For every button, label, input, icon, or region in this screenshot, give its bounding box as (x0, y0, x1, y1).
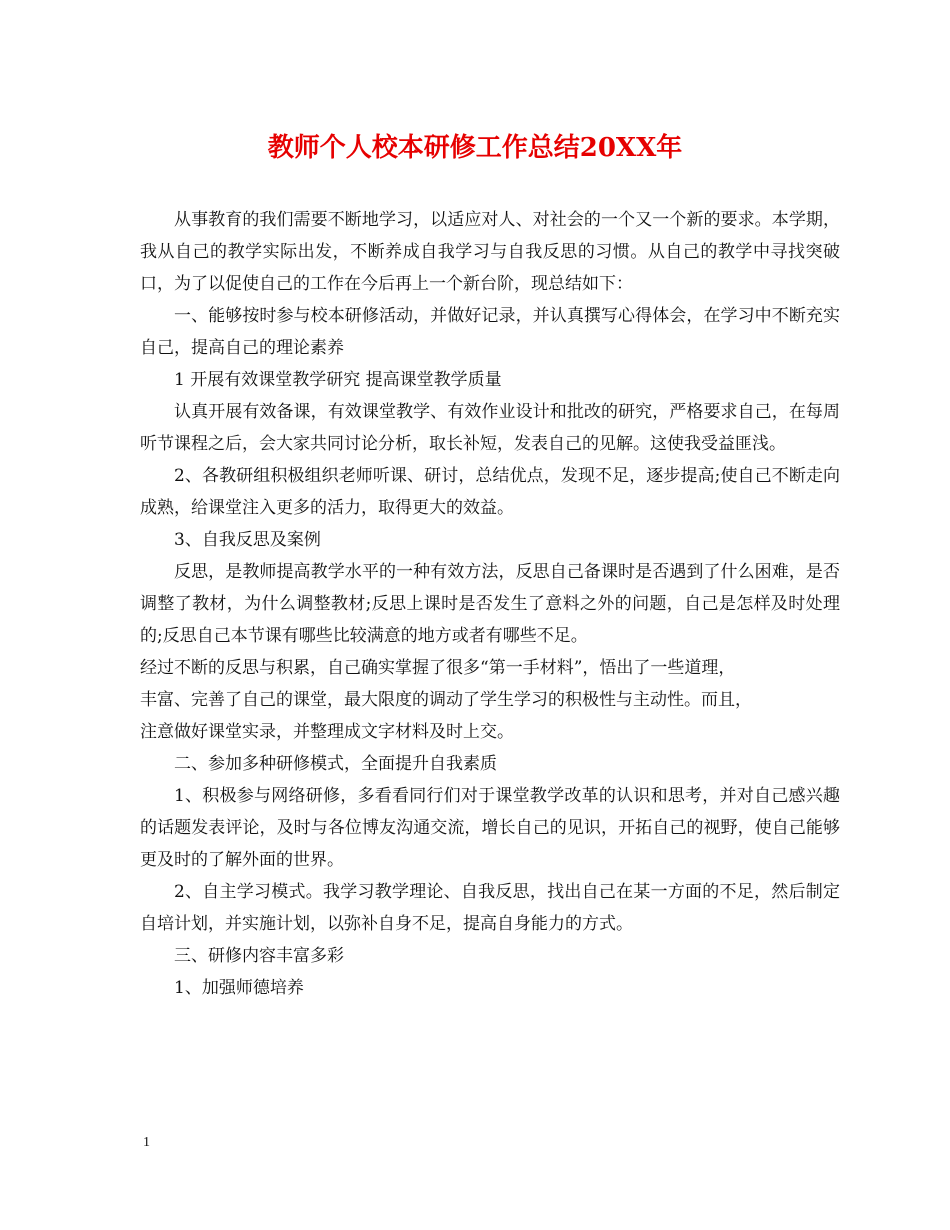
paragraph-reflection-line-2: 丰富、完善了自己的课堂，最大限度的调动了学生学习的积极性与主动性。而且， (140, 690, 752, 710)
paragraph-section-3-heading: 三、研修内容丰富多彩 (174, 946, 344, 966)
paragraph-item-1-body: 认真开展有效备课，有效课堂教学、有效作业设计和批改的研究，严格要求自己，在每周听节课程之后，会大家共同讨论分析，取长补短，发表自己的见解。这使我受益匪浅。 (140, 402, 840, 454)
document-body (140, 204, 840, 1004)
paragraph-section-3-item-1: 1、加强师德培养 (174, 978, 304, 998)
paragraph-reflection-line-1: 经过不断的反思与积累，自己确实掌握了很多“第一手材料”，悟出了一些道理， (140, 658, 736, 678)
paragraph-item-3-heading: 3、自我反思及案例 (174, 530, 321, 550)
paragraph-section-1-heading: 一、能够按时参与校本研修活动，并做好记录，并认真撰写心得体会，在学习中不断充实自己，提高自己的理论素养 (140, 306, 840, 358)
paragraph-reflection-line-3: 注意做好课堂实录，并整理成文字材料及时上交。 (140, 722, 514, 742)
paragraph-item-3-body: 反思，是教师提高教学水平的一种有效方法，反思自己备课时是否遇到了什么困难，是否调整了教材，为什么调整教材;反思上课时是否发生了意料之外的问题，自己是怎样及时处理的;反思自己本节课有哪些比较满意的地方或者有哪些不足。 (140, 562, 840, 646)
page-number: 1 (143, 1135, 150, 1150)
paragraph-intro: 从事教育的我们需要不断地学习，以适应对人、对社会的一个又一个新的要求。本学期，我从自己的教学实际出发，不断养成自我学习与自我反思的习惯。从自己的教学中寻找突破口，为了以促使自己的工作在今后再上一个新台阶，现总结如下： (140, 210, 840, 294)
paragraph-item-1-heading: 1 开展有效课堂教学研究 提高课堂教学质量 (174, 370, 502, 390)
paragraph-section-2-item-1: 1、积极参与网络研修，多看看同行们对于课堂教学改革的认识和思考，并对自己感兴趣的话题发表评论，及时与各位博友沟通交流，增长自己的见识，开拓自己的视野，使自己能够更及时的了解外面的世界。 (140, 786, 840, 870)
paragraph-item-2: 2、各教研组积极组织老师听课、研讨，总结优点，发现不足，逐步提高;使自己不断走向成熟，给课堂注入更多的活力，取得更大的效益。 (140, 466, 840, 518)
paragraph-section-2-heading: 二、参加多种研修模式，全面提升自我素质 (174, 754, 497, 774)
paragraph-section-2-item-2: 2、自主学习模式。我学习教学理论、自我反思，找出自己在某一方面的不足，然后制定自培计划，并实施计划，以弥补自身不足，提高自身能力的方式。 (140, 882, 840, 934)
document-title: 教师个人校本研修工作总结20XX年 (267, 133, 683, 163)
